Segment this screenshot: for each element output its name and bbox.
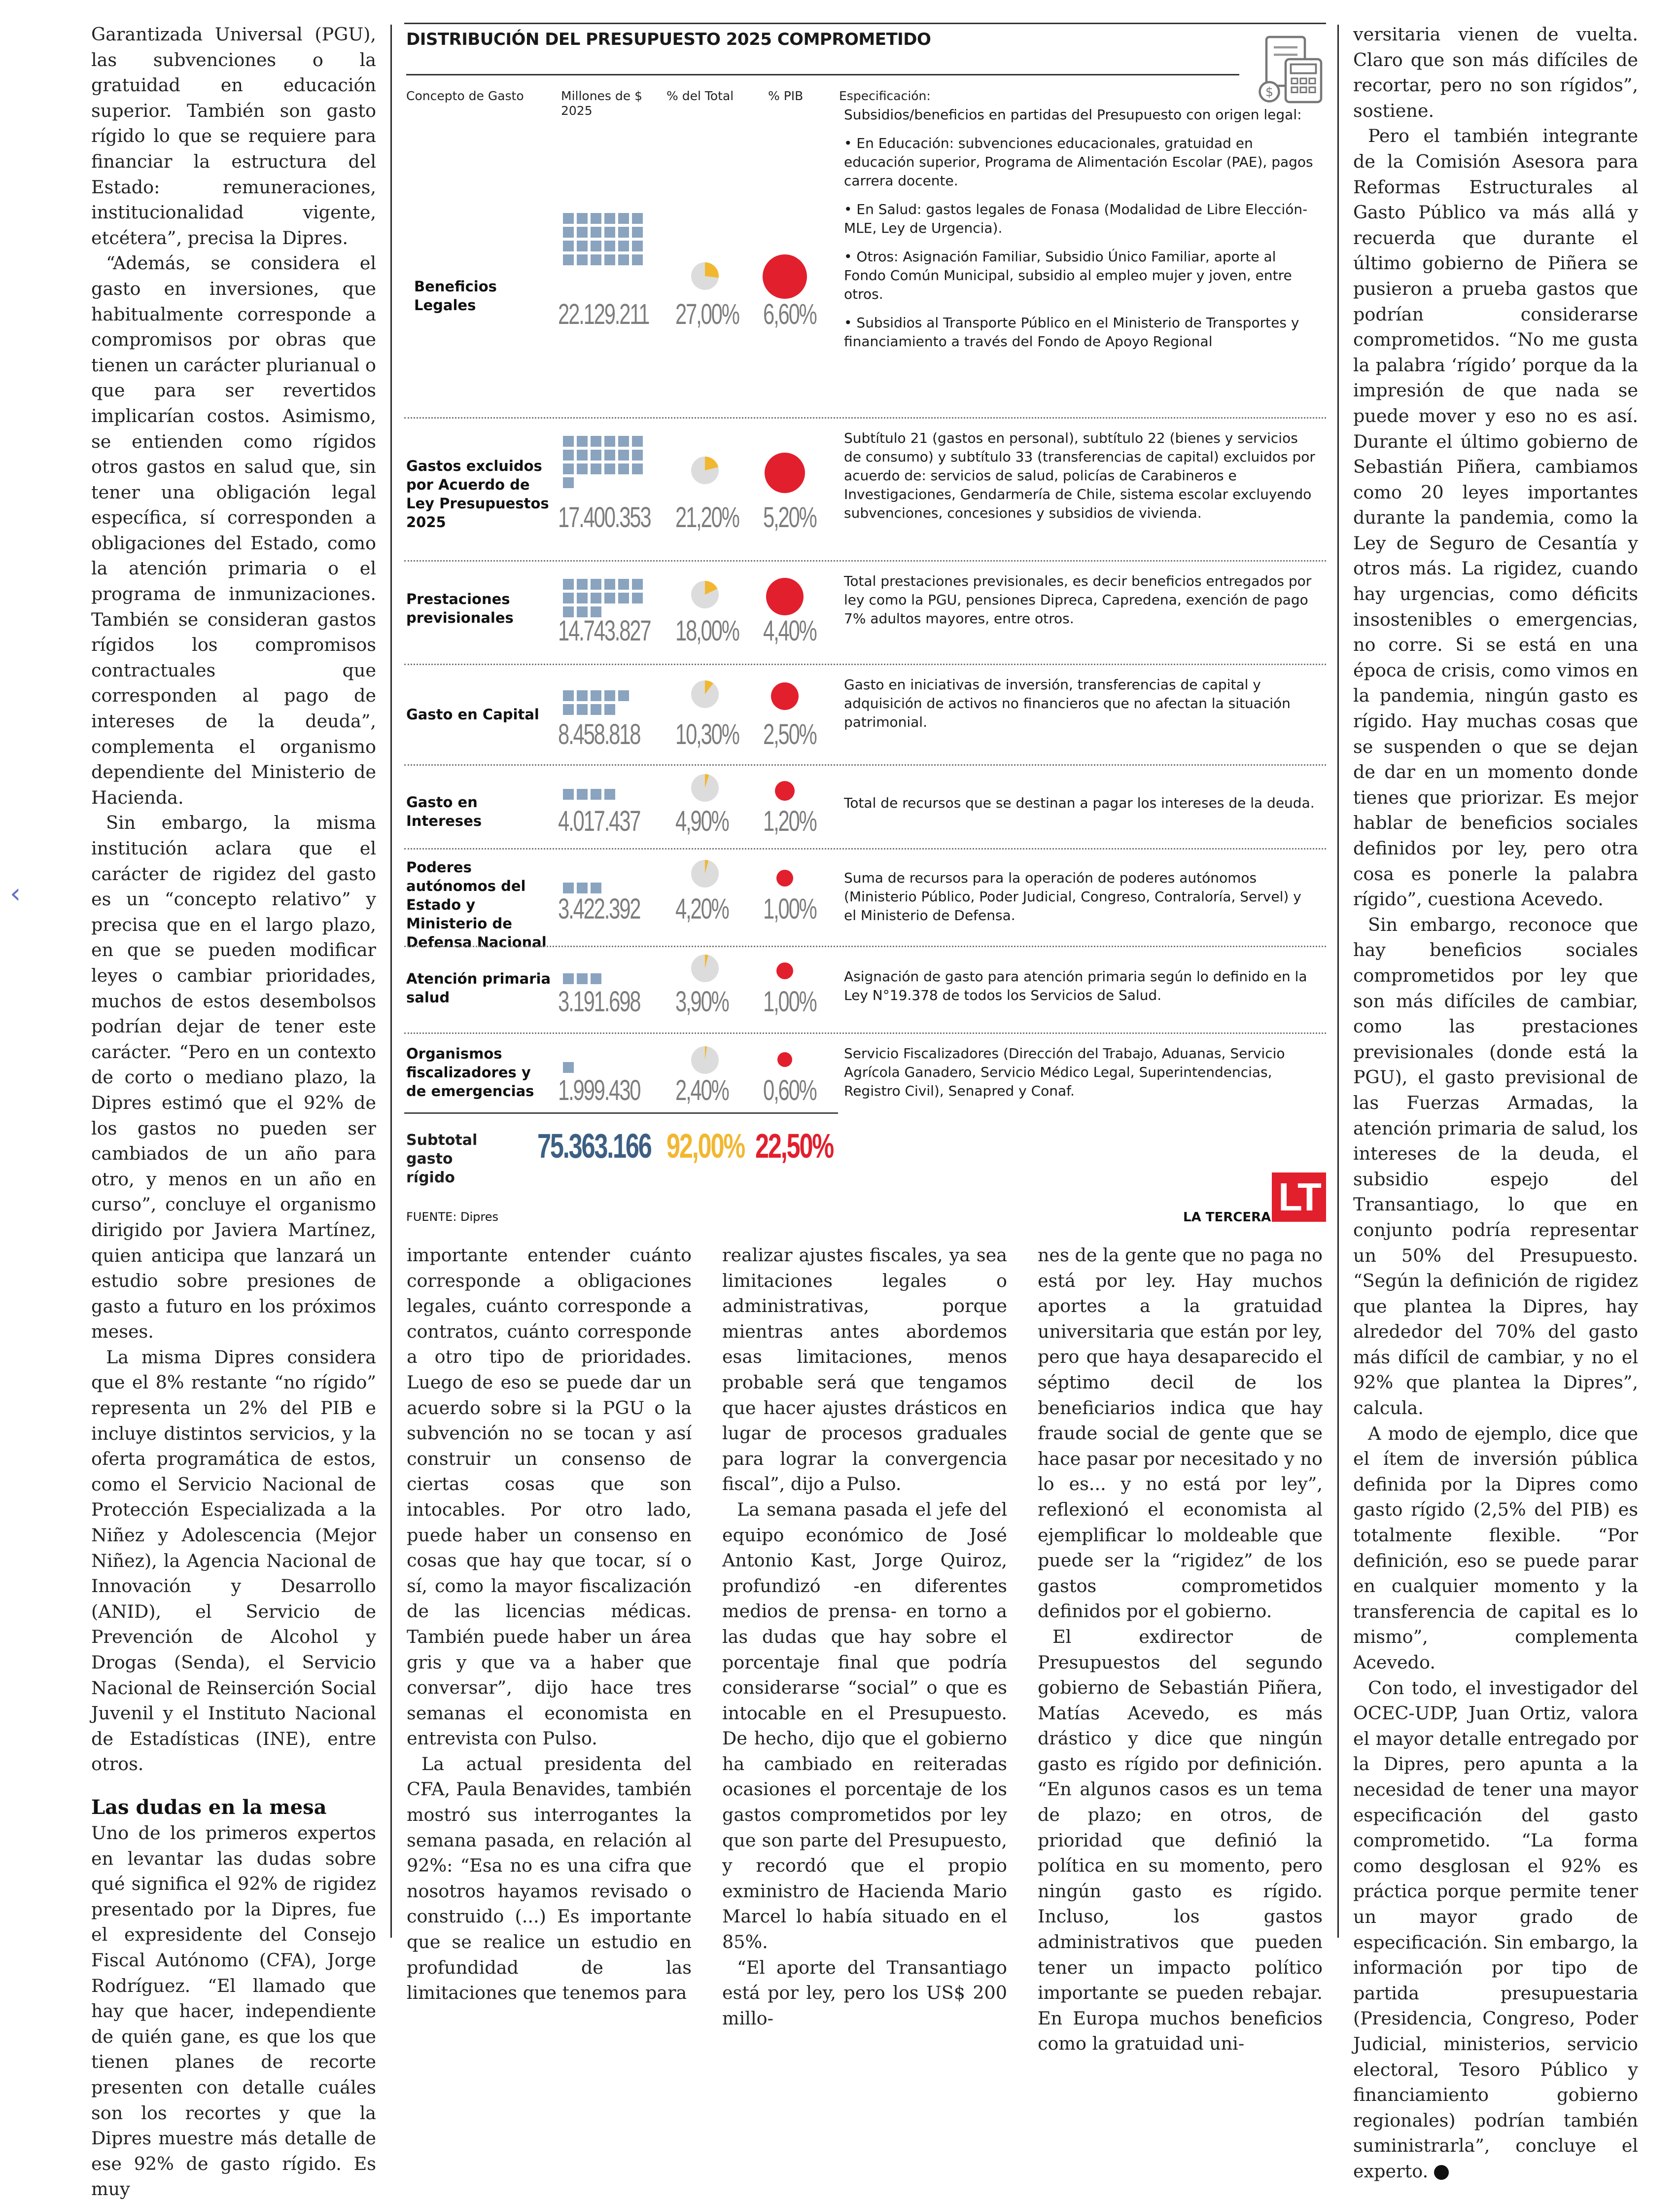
square-mark (618, 254, 629, 265)
article-column-2 (407, 1243, 692, 2006)
paragraph: Sin embargo, la misma institución aclara que el carácter de rigidez del gasto es un “concepto relativo” y precisa que en el largo plazo, en que se pueden modificar leyes o cambiar prioridades, muchos de estos desembolsos podrían dejar de tener este carácter. “Pero en un contexto de corto o mediano plazo, la Dipres estimó que el 92% de los gastos no pueden ser cambiados de un año para otro, y menos en un año en curso”, concluye el organismo dirigido por Javiera Martínez, quien anticipa que lanzará un estudio sobre presiones de gasto a futuro en los próximos meses. (91, 812, 376, 1343)
millions-squares (563, 1062, 574, 1073)
row-specification (844, 869, 1317, 935)
square-mark (591, 213, 601, 224)
square-mark (632, 463, 643, 474)
square-mark (618, 213, 629, 224)
square-mark (591, 241, 601, 251)
brand-logo: LT (1272, 1172, 1326, 1222)
spec-line: Total de recursos que se destinan a pagar los intereses de la deuda. (844, 795, 1315, 811)
calculator-icon (1253, 33, 1327, 107)
row-separator (404, 1032, 1326, 1034)
square-mark (563, 477, 574, 488)
square-mark (604, 254, 615, 265)
millions-value: 14.743.827 (558, 615, 651, 647)
pib-share-dot (765, 453, 805, 493)
header-spec: Especificación: (839, 89, 931, 103)
square-mark (604, 704, 615, 715)
square-mark (563, 1062, 574, 1073)
square-mark (577, 254, 588, 265)
row-label: Organismos fiscalizadores y de emergencias (406, 1045, 534, 1100)
pib-percent: 6,60% (763, 298, 816, 330)
article-column-5 (1353, 22, 1638, 2184)
square-mark (577, 213, 588, 224)
square-mark (618, 690, 629, 701)
square-mark (577, 450, 588, 461)
row-separator (404, 560, 1326, 562)
budget-row (404, 107, 1326, 417)
infographic-title: DISTRIBUCIÓN DEL PRESUPUESTO 2025 COMPROMETIDO (406, 30, 931, 49)
total-share-pie (691, 860, 719, 888)
square-mark (632, 579, 643, 590)
row-specification (844, 1044, 1317, 1110)
total-share-pie (691, 680, 719, 708)
pib-share-dot (777, 1052, 792, 1067)
row-separator (404, 417, 1326, 419)
row-specification (844, 429, 1317, 533)
row-label: Poderes autónomos del Estado y Ministerio de Defensa Nacional (406, 859, 547, 951)
millions-value: 3.191.698 (558, 986, 640, 1018)
total-percent: 27,00% (675, 298, 739, 330)
budget-row (404, 560, 1326, 664)
spec-line: • Otros: Asignación Familiar, Subsidio Único Familiar, aporte al Fondo Común Municipal, subsidio al empleo mujer y joven, entre otros. (844, 249, 1292, 302)
square-mark (618, 579, 629, 590)
millions-value: 3.422.392 (558, 893, 640, 925)
pib-percent: 1,00% (763, 893, 816, 925)
spec-line: • Subsidios al Transporte Público en el Ministerio de Transportes y financiamiento a través del Fondo de Apoyo Regional (844, 315, 1299, 350)
square-mark (591, 436, 601, 447)
pib-share-dot (766, 578, 804, 615)
budget-row (404, 764, 1326, 848)
millions-value: 8.458.818 (558, 718, 640, 750)
row-specification (844, 106, 1317, 361)
square-mark (632, 213, 643, 224)
square-mark (577, 463, 588, 474)
square-mark (563, 579, 574, 590)
paragraph: versitaria vienen de vuelta. Claro que son más difíciles de recortar, pero no son rígidos”, sostiene. (1353, 24, 1638, 121)
square-mark (563, 704, 574, 715)
pib-percent: 1,00% (763, 986, 816, 1018)
top-rule (404, 23, 1326, 24)
square-mark (563, 241, 574, 251)
spec-line: Total prestaciones previsionales, es decir beneficios entregados por ley como la PGU, pensiones Dipreca, Capredena, exención de pago 7% adultos mayores, entre otros. (844, 573, 1312, 627)
square-mark (604, 593, 615, 604)
paragraph: Uno de los primeros expertos en levantar las dudas sobre qué significa el 92% de rigidez presentado por la Dipres, fue el expresidente del Consejo Fiscal Autónomo (CFA), Jorge Rodríguez. “El llamado que hay que hacer, independiente de quién gane, es que los que tienen planes de recorte presenten con detalle cuáles son los recortes y que la Dipres muestre más detalle de ese 92% de gasto rígido. Es muy (91, 1822, 376, 2200)
square-mark (563, 213, 574, 224)
total-share-pie (691, 457, 719, 484)
paragraph: El exdirector de Presupuestos del segundo gobierno de Sebastián Piñera, Matías Acevedo, es más drástico y dice que ningún gasto es rígido por definición. “En algunos casos es un tema de plazo; en otros, de prioridad que definió la política en su momento, pero ningún gasto es rígido. Incluso, los gastos administrativos que pueden tener un impacto político importante se pueden rebajar. En Europa muchos beneficios como la gratuidad uni- (1038, 1626, 1323, 2055)
row-label: Prestaciones previsionales (406, 591, 514, 626)
square-mark (577, 690, 588, 701)
square-mark (591, 883, 601, 893)
total-percent: 10,30% (675, 718, 739, 750)
spec-line: Gasto en iniciativas de inversión, transferencias de capital y adquisición de activos no financieros que no afectan la situación patrimonial. (844, 676, 1291, 730)
millions-value: 4.017.437 (558, 805, 640, 837)
total-percent: 21,20% (675, 501, 739, 533)
paragraph: A modo de ejemplo, dice que el ítem de inversión pública definida por la Dipres como gasto rígido (2,5% del PIB) es totalmente flexible. “Por definición, eso se puede parar en cualquier momento y la transferencia de capital es lo mismo”, complementa Acevedo. (1353, 1422, 1638, 1673)
paragraph: Pero el también integrante de la Comisión Asesora para Reformas Estructurales al Gasto Público va más allá y recuerda que durante el último gobierno de Piñera se pusieron a prueba gastos que podrían considerarse comprometidos. “No me gusta la palabra ‘rígido’ porque da la impresión de que nada se puede mover y eso no es así. Durante el último gobierno de Sebastián Piñera, cambiamos como 20 leyes importantes durante la pandemia, como la Ley de Seguro de Cesantía y otros más. La rigidez, cuando hay urgencias, como déficits insostenibles o emergencias, no corre. Si se está en una época de crisis, como vimos en la pandemia, ningún gasto es rígido. Hay muchas cosas que se suspenden o que se dejan de dar en un momento donde tienes que priorizar. Es mejor hablar de beneficios sociales definidos por ley, pero otra cosa es ponerle la palabra rígido”, cuestiona Acevedo. (1353, 125, 1638, 910)
budget-infographic (404, 23, 1326, 1226)
paragraph: La actual presidenta del CFA, Paula Benavides, también mostró sus interrogantes la semana pasada, en relación al 92%: “Esa no es una cifra que nosotros hayamos revisado o construido (...) Es importante que se realice un estudio en profundidad de las limitaciones que tenemos para (407, 1753, 692, 2004)
row-separator (404, 848, 1326, 850)
square-mark (604, 227, 615, 238)
square-mark (563, 254, 574, 265)
square-mark (604, 213, 615, 224)
header-millions: Millones de $ 2025 (561, 89, 643, 118)
square-mark (604, 450, 615, 461)
square-mark (591, 463, 601, 474)
millions-value: 1.999.430 (558, 1074, 640, 1106)
row-label: Beneficios Legales (414, 278, 497, 314)
total-share-pie (691, 774, 719, 802)
square-mark (632, 450, 643, 461)
square-mark (632, 436, 643, 447)
square-mark (618, 463, 629, 474)
square-mark (604, 241, 615, 251)
total-share-pie (691, 1046, 719, 1074)
square-mark (632, 241, 643, 251)
back-arrow-icon[interactable]: ‹ (10, 878, 21, 910)
paragraph: Sin embargo, reconoce que hay beneficios sociales comprometidos por ley que son más difíciles de cambiar, como las prestaciones previsionales (donde está la PGU), el gasto previsional de las Fuerzas Armadas, la atención primaria de salud, los intereses de la deuda, el subsidio espejo del Transantiago, lo que en conjunto podría representar un 50% del Presupuesto. “Según la definición de rigidez que plantea la Dipres, hay alrededor del 70% del gasto más difícil de cambiar, y no el 92% que plantea la Dipres”, calcula. (1353, 914, 1638, 1419)
square-mark (591, 450, 601, 461)
square-mark (563, 436, 574, 447)
subtotal-total: 92,00% (666, 1127, 744, 1165)
square-mark (604, 463, 615, 474)
square-mark (577, 241, 588, 251)
square-mark (577, 436, 588, 447)
paragraph: “Además, se considera el gasto en inversiones, que habitualmente corresponde a compromisos por obras que tienen un carácter plurianual o que para ser revertidos implicarían costos. Asimismo, se entienden como rígidos otros gastos en salud que, sin tener una obligación legal específica, sí corresponden a obligaciones del Estado, como la atención primaria o el programa de inmunizaciones. También se consideran gastos rígidos los compromisos contractuales que corresponden al pago de intereses de la deuda”, complementa el organismo dependiente del Ministerio de Hacienda. (91, 252, 376, 808)
pib-percent: 2,50% (763, 718, 816, 750)
square-mark (563, 883, 574, 893)
square-mark (577, 227, 588, 238)
budget-row (404, 946, 1326, 1032)
row-label: Gasto en Capital (406, 706, 539, 723)
pib-percent: 5,20% (763, 501, 816, 533)
subtotal-millions: 75.363.166 (537, 1127, 651, 1165)
column-divider (390, 25, 392, 1938)
section-heading: Las dudas en la mesa (91, 1795, 327, 1819)
square-mark (591, 254, 601, 265)
pib-percent: 4,40% (763, 615, 816, 647)
title-rule (406, 74, 1239, 75)
total-percent: 2,40% (675, 1074, 729, 1106)
square-mark (604, 690, 615, 701)
square-mark (618, 227, 629, 238)
millions-squares (563, 579, 643, 617)
row-separator (404, 764, 1326, 766)
square-mark (563, 593, 574, 604)
millions-squares (563, 690, 629, 715)
total-share-pie (691, 581, 719, 608)
pib-share-dot (763, 254, 807, 299)
square-mark (563, 690, 574, 701)
square-mark (618, 450, 629, 461)
column-divider (1337, 25, 1339, 1938)
square-mark (632, 227, 643, 238)
source-note: FUENTE: Dipres (406, 1210, 499, 1224)
spec-line: Subsidios/beneficios en partidas del Presupuesto con origen legal: (844, 107, 1302, 123)
pib-share-dot (775, 781, 795, 801)
square-mark (577, 883, 588, 893)
paragraph: realizar ajustes fiscales, ya sea limitaciones legales o administrativas, porque mientras antes abordemos esas limitaciones, menos probable será que tengamos que hacer ajustes drásticos en lugar de procesos graduales para lograr la convergencia fiscal”, dijo a Pulso. (722, 1244, 1007, 1495)
spec-line: Servicio Fiscalizadores (Dirección del Trabajo, Aduanas, Servicio Agrícola Ganadero, Servicio Médico Legal, Superintendencias, Registro Civil), Senapred y Conaf. (844, 1045, 1285, 1099)
pib-share-dot (776, 870, 793, 887)
square-mark (591, 789, 601, 800)
square-mark (577, 973, 588, 984)
row-specification (844, 572, 1317, 638)
square-mark (563, 463, 574, 474)
square-mark (591, 227, 601, 238)
row-specification (844, 675, 1317, 742)
millions-squares (563, 789, 615, 800)
article-column-4 (1038, 1243, 1323, 2057)
square-mark (604, 789, 615, 800)
square-mark (618, 593, 629, 604)
budget-row (404, 848, 1326, 951)
spec-line: • En Salud: gastos legales de Fonasa (Modalidad de Libre Elección-MLE, Ley de Urgencia). (844, 201, 1308, 236)
square-mark (591, 690, 601, 701)
row-separator (404, 664, 1326, 665)
article-column-1 (91, 22, 376, 2202)
subtotal-label: Subtotal gasto rígido (406, 1132, 478, 1186)
spec-line: Suma de recursos para la operación de poderes autónomos (Ministerio Público, Poder Judicial, Congreso, Contraloría, Servel) y el Ministerio de Defensa. (844, 870, 1301, 923)
square-mark (577, 579, 588, 590)
paragraph: nes de la gente que no paga no está por ley. Hay muchos aportes a la gratuidad universitaria que están por ley, pero que haya desaparecido el séptimo decil de los beneficiarios indica que hay fraude social de gente que se hace pasar por necesitado y no lo es... y no está por ley”, reflexionó el economista al ejemplificar lo moldeable que puede ser la “rigidez” de los gastos comprometidos definidos por el gobierno. (1038, 1244, 1323, 1622)
pib-share-dot (776, 962, 793, 979)
square-mark (591, 973, 601, 984)
square-mark (577, 789, 588, 800)
total-percent: 18,00% (675, 615, 739, 647)
end-mark-icon: P (1434, 2165, 1449, 2180)
budget-row (404, 664, 1326, 764)
article-column-3 (722, 1243, 1007, 2031)
brand-name: LA TERCERA (1183, 1210, 1271, 1225)
square-mark (577, 704, 588, 715)
millions-value: 22.129.211 (558, 298, 649, 330)
pib-share-dot (771, 682, 799, 710)
row-label: Gasto en Intereses (406, 794, 482, 829)
budget-row (404, 1032, 1326, 1112)
paragraph-text: Con todo, el investigador del OCEC-UDP, Juan Ortiz, valora el mayor detalle entregado por la Dipres, pero apunta a la necesidad de tener una mayor especificación del gasto comprometido. “La forma como desglosan el 92% es práctica porque permite tener un mayor grado de especificación. Sin embargo, la información por tipo de partida presupuestaria (Presidencia, Congreso, Poder Judicial, ministerios, servicio electoral, Tesoro Público y financiamiento gobierno regionales) podrían también suministrarla”, concluye el experto. (1353, 1677, 1638, 2182)
square-mark (604, 579, 615, 590)
total-percent: 4,20% (675, 893, 729, 925)
paragraph (1353, 1675, 1638, 2184)
paragraph: La misma Dipres considera que el 8% restante “no rígido” representa un 2% del PIB e incluye distintos servicios, y la oferta programática de estos, como el Servicio Nacional de Protección Especializada a la Niñez y Adolescencia (Mejor Niñez), la Agencia Nacional de Innovación y Desarrollo (ANID), el Servicio de Prevención de Alcohol y Drogas (Senda), el Servicio Nacional de Reinserción Social Juvenil y el Instituto Nacional de Estadísticas (INE), entre otros. (91, 1346, 376, 1775)
square-mark (591, 704, 601, 715)
square-mark (591, 579, 601, 590)
square-mark (632, 593, 643, 604)
paragraph: La semana pasada el jefe del equipo económico de José Antonio Kast, Jorge Quiroz, profundizó -en diferentes medios de prensa- en torno a las dudas que hay sobre el porcentaje final que podría considerarse “social” o que es intocable en el Presupuesto. De hecho, dijo que el gobierno ha cambiado en reiteradas ocasiones el porcentaje de los gastos comprometidos por ley que son parte del Presupuesto, y recordó que el propio exministro de Hacienda Mario Marcel lo había situado en el 85%. (722, 1498, 1007, 1953)
pib-percent: 1,20% (763, 805, 816, 837)
paragraph: “El aporte del Transantiago está por ley, pero los US$ 200 millo- (722, 1956, 1007, 2029)
row-specification (844, 794, 1317, 822)
paragraph: Garantizada Universal (PGU), las subvenciones o la gratuidad en educación superior. También son gasto rígido lo que se requiere para financiar la estructura del Estado: remuneraciones, institucionalidad vigente, etcétera”, precisa la Dipres. (91, 24, 376, 249)
millions-squares (563, 883, 601, 893)
spec-line: Asignación de gasto para atención primaria según lo definido en la Ley N°19.378 de todos los Servicios de Salud. (844, 968, 1307, 1003)
millions-squares (563, 973, 601, 984)
header-concept: Concepto de Gasto (406, 89, 524, 103)
millions-squares (563, 213, 643, 265)
total-percent: 3,90% (675, 986, 729, 1018)
square-mark (563, 450, 574, 461)
total-share-pie (691, 262, 719, 290)
square-mark (618, 436, 629, 447)
total-share-pie (691, 955, 719, 982)
square-mark (577, 593, 588, 604)
row-label: Atención primaria salud (406, 970, 551, 1006)
header-total: % del Total (666, 89, 734, 103)
square-mark (591, 593, 601, 604)
total-percent: 4,90% (675, 805, 729, 837)
pib-percent: 0,60% (763, 1074, 816, 1106)
millions-squares (563, 436, 643, 488)
square-mark (618, 241, 629, 251)
square-mark (563, 789, 574, 800)
svg-text:$: $ (1265, 85, 1274, 100)
budget-row (404, 417, 1326, 560)
millions-value: 17.400.353 (558, 501, 651, 533)
spec-line: Subtítulo 21 (gastos en personal), subtítulo 22 (bienes y servicios de consumo) y subtítulo 33 (transferencias de capital) excluidos por acuerdo de: servicios de salud, policías de Carabineros e Investigaciones, Gendarmería de Chile, sistema escolar excluyendo subvenciones, concesiones y subsidios de vivienda. (844, 430, 1315, 521)
square-mark (632, 254, 643, 265)
square-mark (563, 973, 574, 984)
row-label: Gastos excluidos por Acuerdo de Ley Presupuestos 2025 (406, 458, 549, 531)
spec-line: • En Educación: subvenciones educacionales, gratuidad en educación superior, Programa de Alimentación Escolar (PAE), pagos carrera docente. (844, 135, 1313, 189)
row-specification (844, 967, 1317, 1015)
header-pib: % PIB (768, 89, 804, 103)
square-mark (604, 436, 615, 447)
row-separator (404, 946, 1326, 947)
subtotal-pib: 22,50% (755, 1127, 833, 1165)
square-mark (563, 227, 574, 238)
paragraph: importante entender cuánto corresponde a obligaciones legales, cuánto corresponde a contratos, cuánto corresponde a otro tipo de prioridades. Luego de eso se puede dar un acuerdo sobre si la PGU o la subvención no se tocan y así construir un consenso de ciertas cosas que son intocables. Por otro lado, puede haber un consenso en cosas que hay que tocar, sí o sí, como la mayor fiscalización de las licencias médicas. También puede haber un área gris y que va a haber que conversar”, dijo hace tres semanas el economista en entrevista con Pulso. (407, 1244, 692, 1749)
subtotal-rule (404, 1112, 838, 1114)
